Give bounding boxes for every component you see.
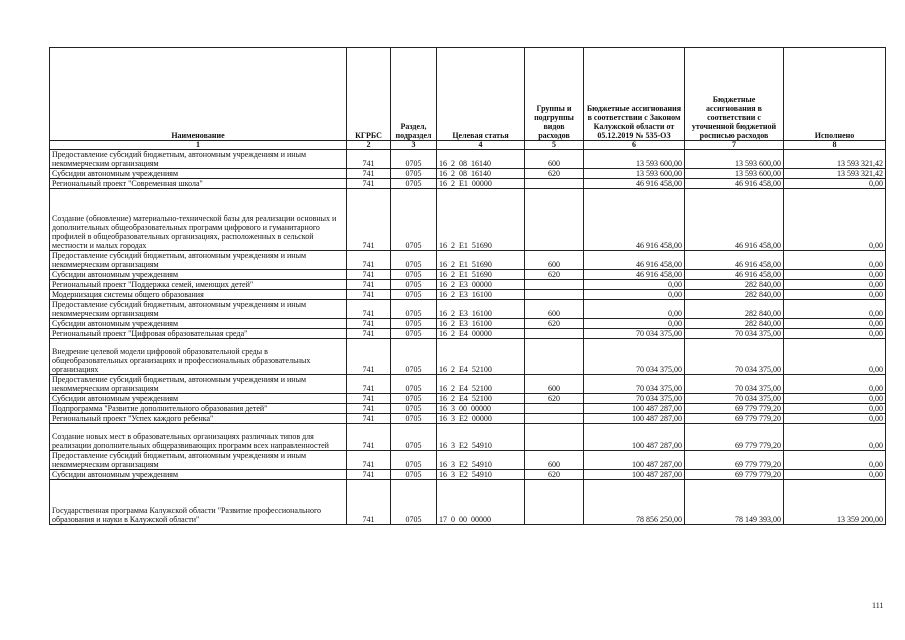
row-section: 0705 — [391, 424, 437, 451]
row-schedule-amount: 282 840,00 — [685, 280, 784, 290]
row-kgrbs: 741 — [347, 290, 391, 300]
header-name: Наименование — [50, 48, 347, 141]
row-law-amount: 100 487 287,00 — [584, 451, 685, 470]
row-group: 620 — [525, 394, 584, 404]
row-name: Субсидии автономным учреждениям — [50, 394, 347, 404]
row-name: Внедрение целевой модели цифровой образовательной среды в общеобразовательных организациях и профессиональных образовательных организациях — [50, 339, 347, 375]
header-schedule: Бюджетные ассигнования в соответствии с уточненной бюджетной росписью расходов — [685, 48, 784, 141]
table-row — [50, 290, 886, 300]
column-number-row — [50, 141, 886, 150]
row-group — [525, 179, 584, 189]
column-number: 3 — [391, 141, 437, 150]
column-number: 2 — [347, 141, 391, 150]
row-name: Региональный проект "Современная школа" — [50, 179, 347, 189]
row-group: 620 — [525, 270, 584, 280]
row-law-amount: 13 593 600,00 — [584, 169, 685, 179]
row-executed-amount: 0,00 — [784, 189, 886, 251]
table-body — [50, 150, 886, 525]
row-section: 0705 — [391, 375, 437, 394]
budget-table — [49, 47, 886, 525]
row-name: Предоставление субсидий бюджетным, автономным учреждениям и иным некоммерческим организациям — [50, 375, 347, 394]
row-group — [525, 404, 584, 414]
table-row — [50, 270, 886, 280]
row-kgrbs: 741 — [347, 280, 391, 290]
row-executed-amount: 0,00 — [784, 424, 886, 451]
row-law-amount: 46 916 458,00 — [584, 179, 685, 189]
row-name: Предоставление субсидий бюджетным, автономным учреждениям и иным некоммерческим организациям — [50, 451, 347, 470]
row-schedule-amount: 282 840,00 — [685, 300, 784, 319]
row-group: 600 — [525, 150, 584, 169]
row-group: 600 — [525, 451, 584, 470]
row-target: 16 2 E1 51690 — [437, 189, 525, 251]
table-row — [50, 480, 886, 525]
row-executed-amount: 0,00 — [784, 451, 886, 470]
row-group — [525, 189, 584, 251]
row-section: 0705 — [391, 404, 437, 414]
row-kgrbs: 741 — [347, 179, 391, 189]
row-executed-amount: 0,00 — [784, 270, 886, 280]
table-row — [50, 300, 886, 319]
row-executed-amount: 0,00 — [784, 290, 886, 300]
row-section: 0705 — [391, 179, 437, 189]
row-schedule-amount: 70 034 375,00 — [685, 329, 784, 339]
row-kgrbs: 741 — [347, 251, 391, 270]
row-group — [525, 424, 584, 451]
table-row — [50, 150, 886, 169]
row-law-amount: 78 856 250,00 — [584, 480, 685, 525]
row-schedule-amount: 282 840,00 — [685, 290, 784, 300]
row-kgrbs: 741 — [347, 451, 391, 470]
row-executed-amount: 0,00 — [784, 280, 886, 290]
row-law-amount: 100 487 287,00 — [584, 470, 685, 480]
row-section: 0705 — [391, 414, 437, 424]
row-section: 0705 — [391, 339, 437, 375]
row-law-amount: 46 916 458,00 — [584, 189, 685, 251]
row-law-amount: 100 487 287,00 — [584, 404, 685, 414]
row-target: 16 3 E2 54910 — [437, 424, 525, 451]
row-target: 16 2 E3 16100 — [437, 300, 525, 319]
row-executed-amount: 0,00 — [784, 414, 886, 424]
row-group: 600 — [525, 300, 584, 319]
row-schedule-amount: 46 916 458,00 — [685, 179, 784, 189]
row-section: 0705 — [391, 329, 437, 339]
row-name: Создание новых мест в образовательных организациях различных типов для реализации дополнительных общеразвивающих программ всех направленностей — [50, 424, 347, 451]
row-name: Подпрограмма "Развитие дополнительного образования детей" — [50, 404, 347, 414]
row-kgrbs: 741 — [347, 394, 391, 404]
row-target: 16 2 E3 16100 — [437, 319, 525, 329]
row-target: 16 3 E2 00000 — [437, 414, 525, 424]
row-group — [525, 414, 584, 424]
row-schedule-amount: 13 593 600,00 — [685, 169, 784, 179]
row-target: 16 2 08 16140 — [437, 169, 525, 179]
row-name: Предоставление субсидий бюджетным, автономным учреждениям и иным некоммерческим организациям — [50, 300, 347, 319]
row-executed-amount: 0,00 — [784, 179, 886, 189]
row-section: 0705 — [391, 189, 437, 251]
row-executed-amount: 0,00 — [784, 251, 886, 270]
header-executed: Исполнено — [784, 48, 886, 141]
row-schedule-amount: 69 779 779,20 — [685, 414, 784, 424]
row-name: Модернизация системы общего образования — [50, 290, 347, 300]
row-section: 0705 — [391, 319, 437, 329]
row-kgrbs: 741 — [347, 169, 391, 179]
row-law-amount: 0,00 — [584, 300, 685, 319]
row-kgrbs: 741 — [347, 300, 391, 319]
row-name: Государственная программа Калужской области "Развитие профессионального образования и науки в Калужской области" — [50, 480, 347, 525]
row-target: 17 0 00 00000 — [437, 480, 525, 525]
table-row — [50, 169, 886, 179]
row-executed-amount: 0,00 — [784, 300, 886, 319]
row-group — [525, 290, 584, 300]
row-target: 16 2 E4 52100 — [437, 339, 525, 375]
header-row — [50, 48, 886, 141]
row-target: 16 2 E1 51690 — [437, 251, 525, 270]
row-section: 0705 — [391, 251, 437, 270]
row-executed-amount: 0,00 — [784, 470, 886, 480]
header-law: Бюджетные ассигнования в соответствии с Законом Калужской области от 05.12.2019 № 535-ОЗ — [584, 48, 685, 141]
row-name: Предоставление субсидий бюджетным, автономным учреждениям и иным некоммерческим организациям — [50, 150, 347, 169]
row-kgrbs: 741 — [347, 414, 391, 424]
row-schedule-amount: 46 916 458,00 — [685, 251, 784, 270]
row-kgrbs: 741 — [347, 319, 391, 329]
row-target: 16 2 E1 00000 — [437, 179, 525, 189]
row-law-amount: 70 034 375,00 — [584, 375, 685, 394]
row-law-amount: 0,00 — [584, 290, 685, 300]
row-group: 620 — [525, 470, 584, 480]
row-group — [525, 280, 584, 290]
row-group: 620 — [525, 319, 584, 329]
table-row — [50, 375, 886, 394]
row-kgrbs: 741 — [347, 424, 391, 451]
row-group — [525, 480, 584, 525]
row-group — [525, 329, 584, 339]
table-row — [50, 329, 886, 339]
row-kgrbs: 741 — [347, 270, 391, 280]
row-executed-amount: 0,00 — [784, 375, 886, 394]
row-section: 0705 — [391, 150, 437, 169]
row-target: 16 2 E3 16100 — [437, 290, 525, 300]
row-executed-amount: 0,00 — [784, 339, 886, 375]
table-row — [50, 319, 886, 329]
row-name: Создание (обновление) материально-технической базы для реализации основных и дополнительных общеобразовательных программ цифрового и гуманитарного профилей в общеобразовательных организациях, расположенных в сельской местности и малых городах — [50, 189, 347, 251]
row-law-amount: 100 487 287,00 — [584, 424, 685, 451]
row-group — [525, 339, 584, 375]
column-number: 5 — [525, 141, 584, 150]
row-executed-amount: 13 593 321,42 — [784, 150, 886, 169]
header-kgrbs: КГРБС — [347, 48, 391, 141]
row-schedule-amount: 70 034 375,00 — [685, 375, 784, 394]
row-section: 0705 — [391, 394, 437, 404]
row-target: 16 3 E2 54910 — [437, 470, 525, 480]
row-kgrbs: 741 — [347, 404, 391, 414]
table-row — [50, 189, 886, 251]
row-schedule-amount: 69 779 779,20 — [685, 424, 784, 451]
row-name: Субсидии автономным учреждениям — [50, 470, 347, 480]
table-row — [50, 280, 886, 290]
row-schedule-amount: 46 916 458,00 — [685, 270, 784, 280]
header-target: Целевая статья — [437, 48, 525, 141]
table-row — [50, 470, 886, 480]
row-law-amount: 0,00 — [584, 280, 685, 290]
row-executed-amount: 13 593 321,42 — [784, 169, 886, 179]
row-schedule-amount: 69 779 779,20 — [685, 470, 784, 480]
row-target: 16 2 E4 00000 — [437, 329, 525, 339]
row-executed-amount: 13 359 200,00 — [784, 480, 886, 525]
table-row — [50, 179, 886, 189]
header-section: Раздел, подраздел — [391, 48, 437, 141]
row-schedule-amount: 69 779 779,20 — [685, 404, 784, 414]
row-kgrbs: 741 — [347, 375, 391, 394]
row-law-amount: 70 034 375,00 — [584, 329, 685, 339]
row-law-amount: 70 034 375,00 — [584, 394, 685, 404]
row-section: 0705 — [391, 169, 437, 179]
row-target: 16 2 08 16140 — [437, 150, 525, 169]
page-number: 111 — [872, 601, 884, 610]
row-law-amount: 100 487 287,00 — [584, 414, 685, 424]
row-executed-amount: 0,00 — [784, 404, 886, 414]
row-law-amount: 70 034 375,00 — [584, 339, 685, 375]
row-name: Субсидии автономным учреждениям — [50, 270, 347, 280]
row-group: 620 — [525, 169, 584, 179]
row-schedule-amount: 78 149 393,00 — [685, 480, 784, 525]
row-law-amount: 13 593 600,00 — [584, 150, 685, 169]
table-row — [50, 404, 886, 414]
row-section: 0705 — [391, 300, 437, 319]
row-target: 16 2 E4 52100 — [437, 394, 525, 404]
table-row — [50, 414, 886, 424]
row-schedule-amount: 69 779 779,20 — [685, 451, 784, 470]
row-kgrbs: 741 — [347, 470, 391, 480]
row-law-amount: 0,00 — [584, 319, 685, 329]
row-kgrbs: 741 — [347, 339, 391, 375]
table-row — [50, 451, 886, 470]
row-name: Региональный проект "Успех каждого ребенка" — [50, 414, 347, 424]
row-group: 600 — [525, 251, 584, 270]
row-schedule-amount: 46 916 458,00 — [685, 189, 784, 251]
column-number: 4 — [437, 141, 525, 150]
column-number: 7 — [685, 141, 784, 150]
row-law-amount: 46 916 458,00 — [584, 251, 685, 270]
row-executed-amount: 0,00 — [784, 329, 886, 339]
row-schedule-amount: 70 034 375,00 — [685, 339, 784, 375]
row-schedule-amount: 70 034 375,00 — [685, 394, 784, 404]
column-number: 1 — [50, 141, 347, 150]
table-row — [50, 394, 886, 404]
column-number: 8 — [784, 141, 886, 150]
row-name: Региональный проект "Цифровая образовательная среда" — [50, 329, 347, 339]
row-section: 0705 — [391, 480, 437, 525]
row-target: 16 3 00 00000 — [437, 404, 525, 414]
row-group: 600 — [525, 375, 584, 394]
row-section: 0705 — [391, 451, 437, 470]
row-law-amount: 46 916 458,00 — [584, 270, 685, 280]
row-name: Региональный проект "Поддержка семей, имеющих детей" — [50, 280, 347, 290]
row-executed-amount: 0,00 — [784, 319, 886, 329]
table-row — [50, 251, 886, 270]
row-target: 16 3 E2 54910 — [437, 451, 525, 470]
row-target: 16 2 E3 00000 — [437, 280, 525, 290]
row-kgrbs: 741 — [347, 189, 391, 251]
table-row — [50, 339, 886, 375]
row-name: Субсидии автономным учреждениям — [50, 319, 347, 329]
table-row — [50, 424, 886, 451]
row-schedule-amount: 282 840,00 — [685, 319, 784, 329]
row-section: 0705 — [391, 470, 437, 480]
row-target: 16 2 E4 52100 — [437, 375, 525, 394]
header-group: Группы и подгруппы видов расходов — [525, 48, 584, 141]
row-name: Предоставление субсидий бюджетным, автономным учреждениям и иным некоммерческим организациям — [50, 251, 347, 270]
row-kgrbs: 741 — [347, 150, 391, 169]
row-schedule-amount: 13 593 600,00 — [685, 150, 784, 169]
row-target: 16 2 E1 51690 — [437, 270, 525, 280]
row-section: 0705 — [391, 290, 437, 300]
row-section: 0705 — [391, 270, 437, 280]
row-name: Субсидии автономным учреждениям — [50, 169, 347, 179]
column-number: 6 — [584, 141, 685, 150]
row-executed-amount: 0,00 — [784, 394, 886, 404]
row-kgrbs: 741 — [347, 480, 391, 525]
row-section: 0705 — [391, 280, 437, 290]
row-kgrbs: 741 — [347, 329, 391, 339]
